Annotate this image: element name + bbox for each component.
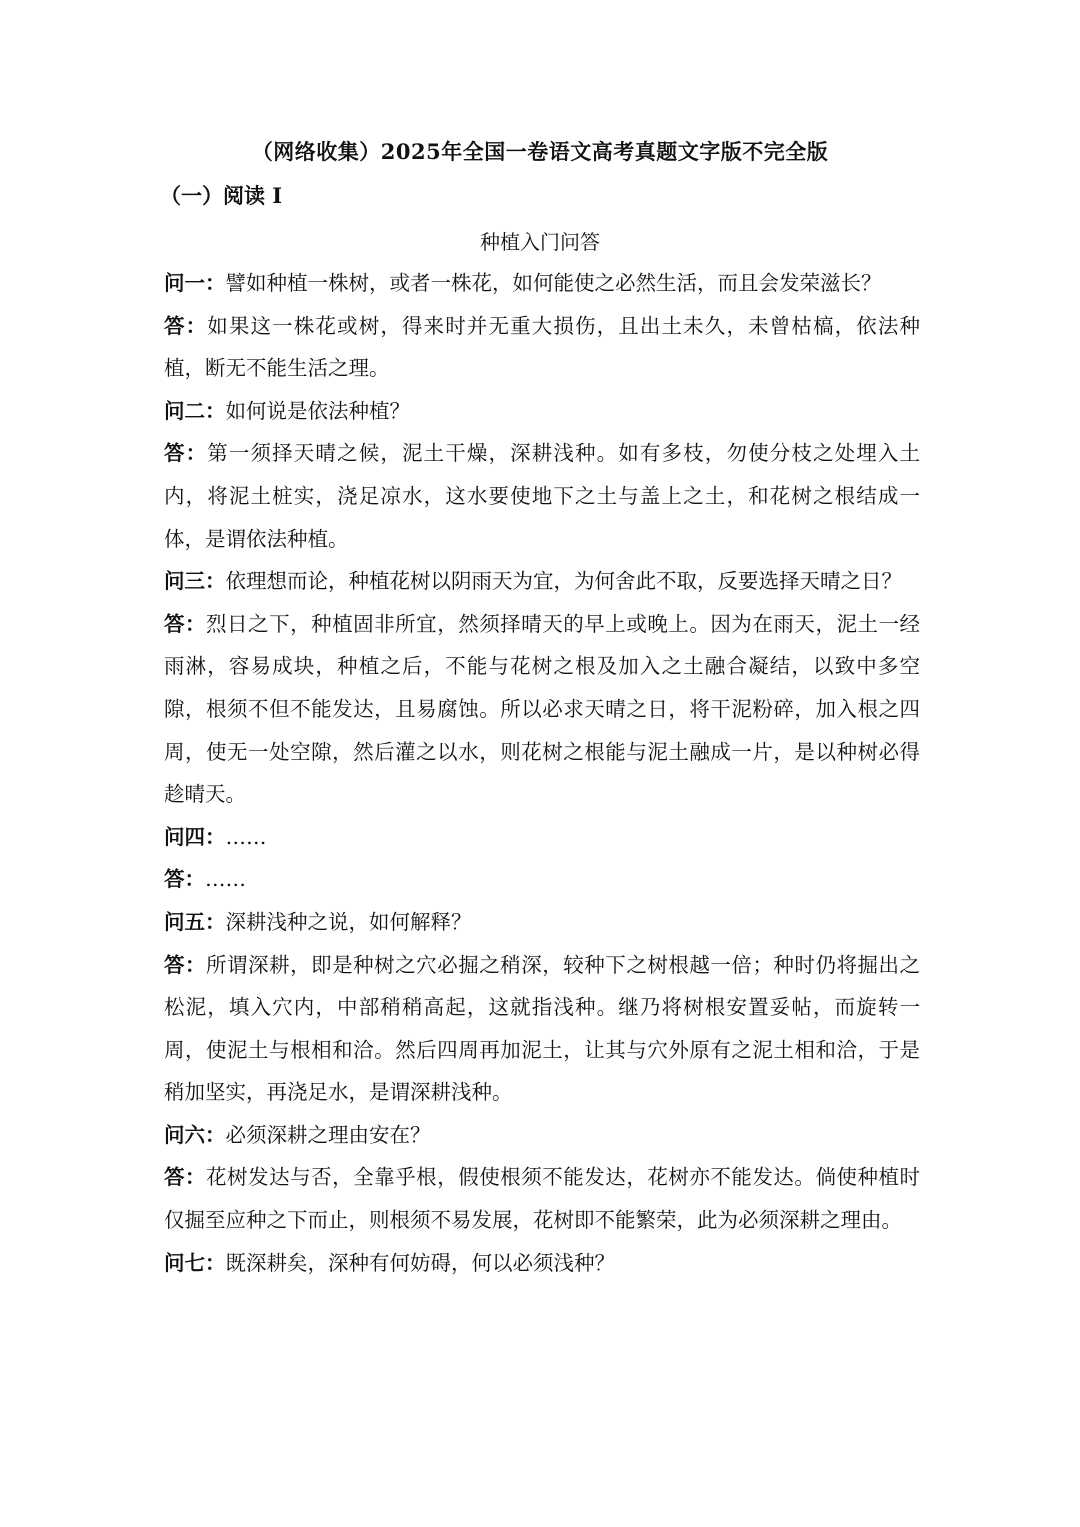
question-label: 问一： — [164, 271, 226, 295]
question-label: 问六： — [164, 1122, 226, 1147]
answer-text: 烈日之下，种植固非所宜，然须择晴天的早上或晚上。因为在雨天，泥土一经雨淋，容易成块，种植之后，不能与花树之根及加入之土融合凝结，以致中多空隙，根须不但不能发达，且易腐蚀。所以必求天晴之日，将干泥粉碎，加入根之四周，使无一处空隙，然后灌之以水，则花树之根能与泥土融成一片，是以种树必得趁晴天。 — [164, 611, 921, 807]
question-label: 问五： — [164, 909, 226, 934]
answer-text: 第一须择天晴之候，泥土干燥，深耕浅种。如有多枝，勿使分枝之处埋入土内，将泥土桩实，浇足凉水，这水要使地下之土与盖上之土，和花树之根结成一体，是谓依法种植。 — [164, 441, 920, 551]
answer-4 — [164, 858, 920, 901]
question-text: 既深耕矣，深种有何妨碍，何以必须浅种？ — [225, 1250, 615, 1275]
answer-1 — [164, 305, 920, 390]
question-label: 问七： — [164, 1250, 226, 1275]
answer-label: 答： — [164, 313, 208, 338]
article-body — [164, 262, 920, 1284]
answer-text: 花树发达与否，全靠乎根，假使根须不能发达，花树亦不能发达。倘使种植时仅掘至应种之下而止，则根须不易发展，花树即不能繁荣，此为必须深耕之理由。 — [164, 1165, 921, 1233]
answer-label: 答： — [164, 1165, 207, 1190]
answer-text: …… — [205, 867, 246, 892]
question-3 — [164, 560, 920, 603]
section-heading: （一）阅读 I — [160, 183, 283, 208]
question-label: 问四： — [164, 824, 226, 849]
answer-3 — [164, 603, 920, 816]
answer-label: 答： — [164, 867, 205, 892]
question-label: 问三： — [164, 569, 226, 594]
answer-text: 如果这一株花或树，得来时并无重大损伤，且出土未久，未曾枯槁，依法种植，断无不能生活之理。 — [164, 313, 920, 381]
answer-label: 答： — [164, 611, 207, 636]
article-title: 种植入门问答 — [480, 230, 600, 254]
document-title: （网络收集）2025年全国一卷语文高考真题文字版不完全版 — [251, 139, 829, 164]
question-6 — [164, 1114, 920, 1157]
answer-6 — [164, 1156, 920, 1241]
question-7 — [164, 1242, 920, 1285]
question-text: …… — [225, 824, 267, 849]
question-text: 譬如种植一株树，或者一株花，如何能使之必然生活，而且会发荣滋长？ — [225, 271, 882, 295]
question-4 — [164, 816, 920, 859]
question-5 — [164, 901, 920, 944]
answer-label: 答： — [164, 952, 207, 977]
answer-5 — [164, 944, 920, 1114]
answer-2 — [164, 432, 920, 560]
question-label: 问二： — [164, 398, 226, 423]
answer-text: 所谓深耕，即是种树之穴必掘之稍深，较种下之树根越一倍；种时仍将掘出之松泥，填入穴内，中部稍稍高起，这就指浅种。继乃将树根安置妥帖，而旋转一周，使泥土与根相和洽。然后四周再加泥土，让其与穴外原有之泥土相和洽，于是稍加坚实，再浇足水，是谓深耕浅种。 — [164, 952, 921, 1105]
question-1 — [164, 262, 920, 305]
question-text: 如何说是依法种植？ — [225, 398, 410, 423]
question-2 — [164, 390, 920, 433]
question-text: 必须深耕之理由安在？ — [225, 1122, 431, 1147]
answer-label: 答： — [164, 441, 208, 466]
question-text: 依理想而论，种植花树以阴雨天为宜，为何舍此不取，反要选择天晴之日？ — [225, 569, 902, 594]
question-text: 深耕浅种之说，如何解释？ — [225, 909, 472, 934]
